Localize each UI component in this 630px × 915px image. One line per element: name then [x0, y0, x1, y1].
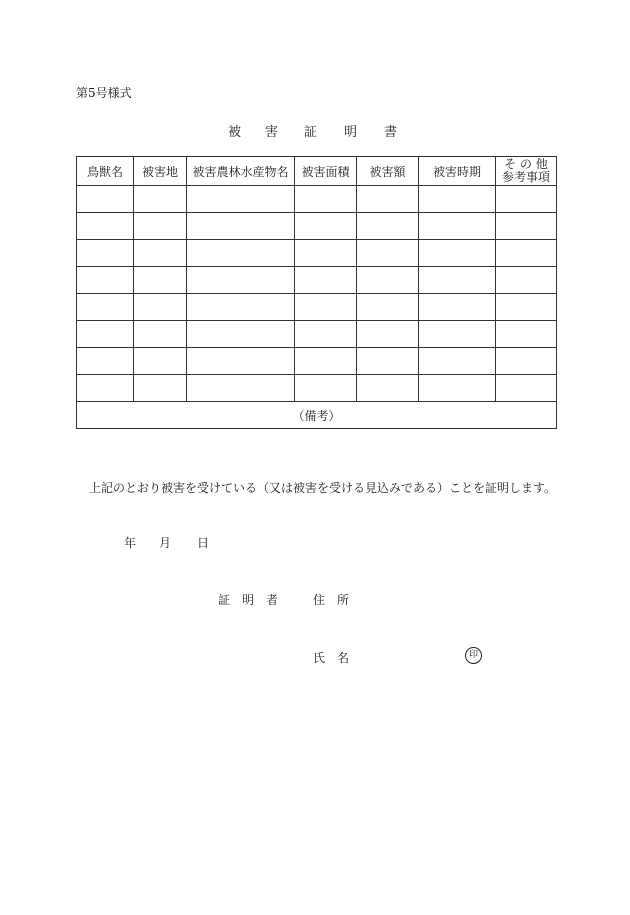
table-cell[interactable] [496, 186, 557, 213]
table-cell[interactable] [357, 213, 419, 240]
form-number: 第5号様式 [76, 86, 132, 100]
certifier-label: 証 明 者 [218, 593, 279, 607]
damage-table [76, 156, 557, 429]
table-cell[interactable] [357, 375, 419, 402]
date-month: 月 [159, 536, 172, 550]
table-cell[interactable] [295, 321, 357, 348]
table-cell[interactable] [77, 294, 134, 321]
remarks-row [77, 402, 557, 429]
table-cell[interactable] [295, 213, 357, 240]
table-cell[interactable] [295, 348, 357, 375]
table-cell[interactable] [295, 375, 357, 402]
title-char: 明 [344, 125, 358, 140]
table-cell[interactable] [357, 321, 419, 348]
table-cell[interactable] [419, 348, 496, 375]
table-cell[interactable] [419, 294, 496, 321]
table-cell[interactable] [357, 267, 419, 294]
table-cell[interactable] [357, 348, 419, 375]
table-row [77, 213, 557, 240]
table-cell[interactable] [496, 213, 557, 240]
table-row [77, 240, 557, 267]
table-row [77, 375, 557, 402]
table-row [77, 186, 557, 213]
remarks-field[interactable] [77, 402, 557, 429]
table-row [77, 267, 557, 294]
title-char: 害 [265, 125, 279, 140]
table-cell[interactable] [77, 348, 134, 375]
remarks-label: （備考） [292, 408, 341, 423]
date-year: 年 [124, 536, 137, 550]
table-cell[interactable] [77, 186, 134, 213]
table-cell[interactable] [357, 240, 419, 267]
table-cell[interactable] [419, 321, 496, 348]
document-title [228, 121, 398, 140]
table-cell[interactable] [187, 321, 295, 348]
table-row [77, 348, 557, 375]
table-cell[interactable] [496, 348, 557, 375]
table-cell[interactable] [419, 267, 496, 294]
table-cell[interactable] [77, 375, 134, 402]
table-cell[interactable] [134, 348, 187, 375]
table-cell[interactable] [357, 186, 419, 213]
table-cell[interactable] [77, 321, 134, 348]
title-char: 証 [304, 125, 318, 140]
table-cell[interactable] [134, 321, 187, 348]
table-cell[interactable] [77, 240, 134, 267]
table-cell[interactable] [496, 294, 557, 321]
table-cell[interactable] [419, 375, 496, 402]
table-cell[interactable] [295, 267, 357, 294]
table-cell[interactable] [187, 348, 295, 375]
header-products: 被害農林水産物名 [187, 157, 295, 186]
title-char: 書 [384, 125, 398, 140]
table-cell[interactable] [134, 240, 187, 267]
table-cell[interactable] [419, 213, 496, 240]
header-other-notes [496, 157, 557, 186]
table-cell[interactable] [419, 186, 496, 213]
table-cell[interactable] [295, 240, 357, 267]
header-period: 被害時期 [419, 157, 496, 186]
header-species: 鳥獣名 [77, 157, 134, 186]
header-other-line2: 参考事項 [501, 170, 550, 184]
title-char: 被 [228, 125, 242, 140]
header-location: 被害地 [134, 157, 187, 186]
table-cell[interactable] [134, 267, 187, 294]
table-cell[interactable] [134, 186, 187, 213]
header-row [77, 157, 557, 186]
table-cell[interactable] [496, 267, 557, 294]
header-area: 被害面積 [295, 157, 357, 186]
date-day: 日 [197, 536, 210, 550]
table-cell[interactable] [496, 240, 557, 267]
table-row [77, 294, 557, 321]
table-cell[interactable] [295, 186, 357, 213]
address-label: 住 所 [313, 593, 350, 607]
date-line [124, 534, 209, 551]
table-cell[interactable] [77, 213, 134, 240]
table-cell[interactable] [187, 186, 295, 213]
table-cell[interactable] [187, 213, 295, 240]
header-amount: 被害額 [357, 157, 419, 186]
table-cell[interactable] [357, 294, 419, 321]
table-cell[interactable] [134, 375, 187, 402]
seal-mark: 印 [465, 647, 482, 664]
name-label: 氏 名 [313, 651, 350, 665]
table-cell[interactable] [187, 267, 295, 294]
header-other-line1: そ の 他 [504, 157, 548, 171]
table-cell[interactable] [295, 294, 357, 321]
table-cell[interactable] [187, 294, 295, 321]
table-cell[interactable] [77, 267, 134, 294]
table-cell[interactable] [419, 240, 496, 267]
table-cell[interactable] [496, 375, 557, 402]
table-cell[interactable] [187, 240, 295, 267]
certification-statement: 上記のとおり被害を受けている（又は被害を受ける見込みである）ことを証明します。 [89, 481, 557, 495]
table-cell[interactable] [496, 321, 557, 348]
table-cell[interactable] [187, 375, 295, 402]
table-cell[interactable] [134, 294, 187, 321]
table-row [77, 321, 557, 348]
table-cell[interactable] [134, 213, 187, 240]
